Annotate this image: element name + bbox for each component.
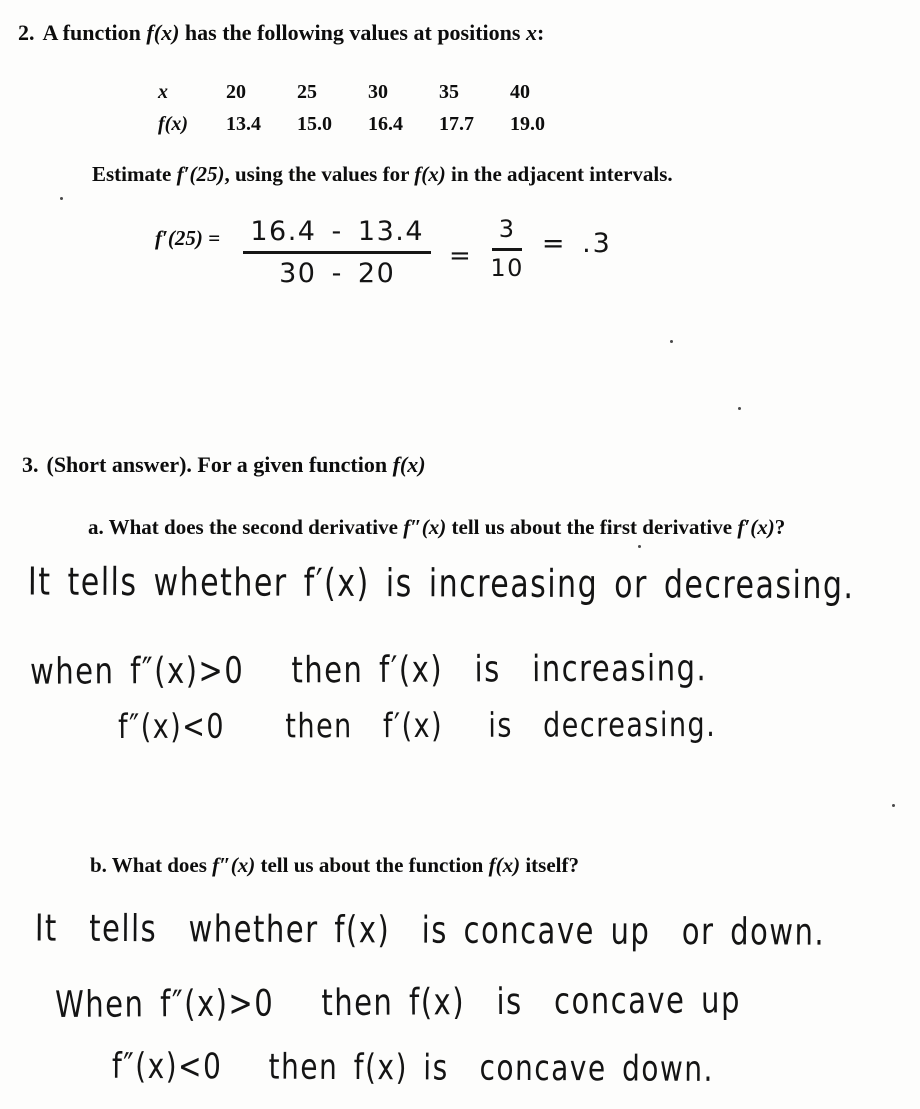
fraction-three-tenths [490, 216, 524, 282]
text-segment: in the adjacent intervals. [445, 162, 673, 186]
handwritten-answer-line: f″(x)<0 then f′(x) is decreasing. [118, 705, 717, 747]
math-x: x [525, 20, 537, 45]
handwritten-answer-line: It tells whether f′(x) is increasing or decreasing. [27, 560, 855, 609]
question-3-number: 3. [22, 452, 39, 477]
handwritten-work-q2 [155, 216, 612, 289]
question-3a-text [88, 515, 785, 540]
table-cell: 30 [368, 81, 388, 103]
question-2-number: 2. [18, 20, 35, 45]
text-segment: has the following values at positions [179, 20, 526, 45]
table-cell: 17.7 [439, 113, 474, 135]
math-fx: f(x) [488, 853, 521, 877]
fraction-denominator: 10 [490, 254, 524, 283]
text-segment: Estimate [92, 162, 177, 186]
math-fx: f(x) [146, 20, 180, 45]
row-label-fx: f(x) [158, 113, 188, 135]
row-label-x: x [158, 81, 168, 103]
table-cell: 25 [297, 81, 317, 103]
values-table [158, 76, 581, 140]
question-2-heading [18, 20, 544, 46]
scan-speckle [892, 804, 895, 807]
question-3b-text [90, 853, 579, 878]
scan-speckle [638, 545, 641, 548]
text-segment: itself? [520, 853, 579, 877]
text-segment: tell us about the function [255, 853, 489, 877]
work-result: = .3 [541, 228, 612, 260]
math-fx: f(x) [392, 452, 426, 477]
table-cell: 19.0 [510, 113, 545, 135]
handwritten-answer-line: f″(x)<0 then f(x) is concave down. [111, 1045, 715, 1090]
scan-speckle [670, 340, 673, 343]
fraction-numerator: 16.4 - 13.4 [243, 216, 431, 254]
fraction-difference-quotient [243, 216, 431, 289]
table-cell: 20 [226, 81, 246, 103]
math-fx: f(x) [414, 162, 446, 186]
text-segment: tell us about the first derivative [446, 515, 738, 539]
question-3-heading [22, 452, 426, 478]
text-segment: b. What does [90, 853, 213, 877]
math-fprime: f′(x) [737, 515, 775, 539]
question-2-instruction [92, 162, 673, 187]
table-cell: 13.4 [226, 113, 261, 135]
fraction-denominator: 30 - 20 [279, 258, 396, 290]
text-segment: A function [42, 20, 147, 45]
text-segment: : [536, 20, 545, 45]
text-segment: , using the values for [224, 162, 415, 186]
math-fprime25: f′(25) [176, 162, 225, 186]
math-fdoubleprime: f″(x) [403, 515, 447, 539]
table-cell: 15.0 [297, 113, 332, 135]
table-row-fx [158, 108, 581, 140]
equals-sign: = [449, 240, 473, 271]
scan-speckle [738, 407, 741, 410]
handwritten-answer-line: When f″(x)>0 then f(x) is concave up [55, 978, 742, 1026]
text-segment: a. What does the second derivative [88, 515, 404, 539]
table-cell: 16.4 [368, 113, 403, 135]
table-cell: 40 [510, 81, 530, 103]
table-cell: 35 [439, 81, 459, 103]
handwritten-answer-line: It tells whether f(x) is concave up or down. [34, 906, 826, 954]
work-lhs-printed: f′(25) = [155, 226, 226, 251]
fraction-numerator: 3 [492, 216, 523, 251]
text-segment: (Short answer). For a given function [46, 452, 393, 477]
text-segment: ? [774, 515, 786, 539]
math-fdoubleprime: f″(x) [212, 853, 256, 877]
table-row-x [158, 76, 581, 108]
scan-speckle [60, 197, 63, 200]
handwritten-answer-line: when f″(x)>0 then f′(x) is increasing. [30, 646, 708, 693]
